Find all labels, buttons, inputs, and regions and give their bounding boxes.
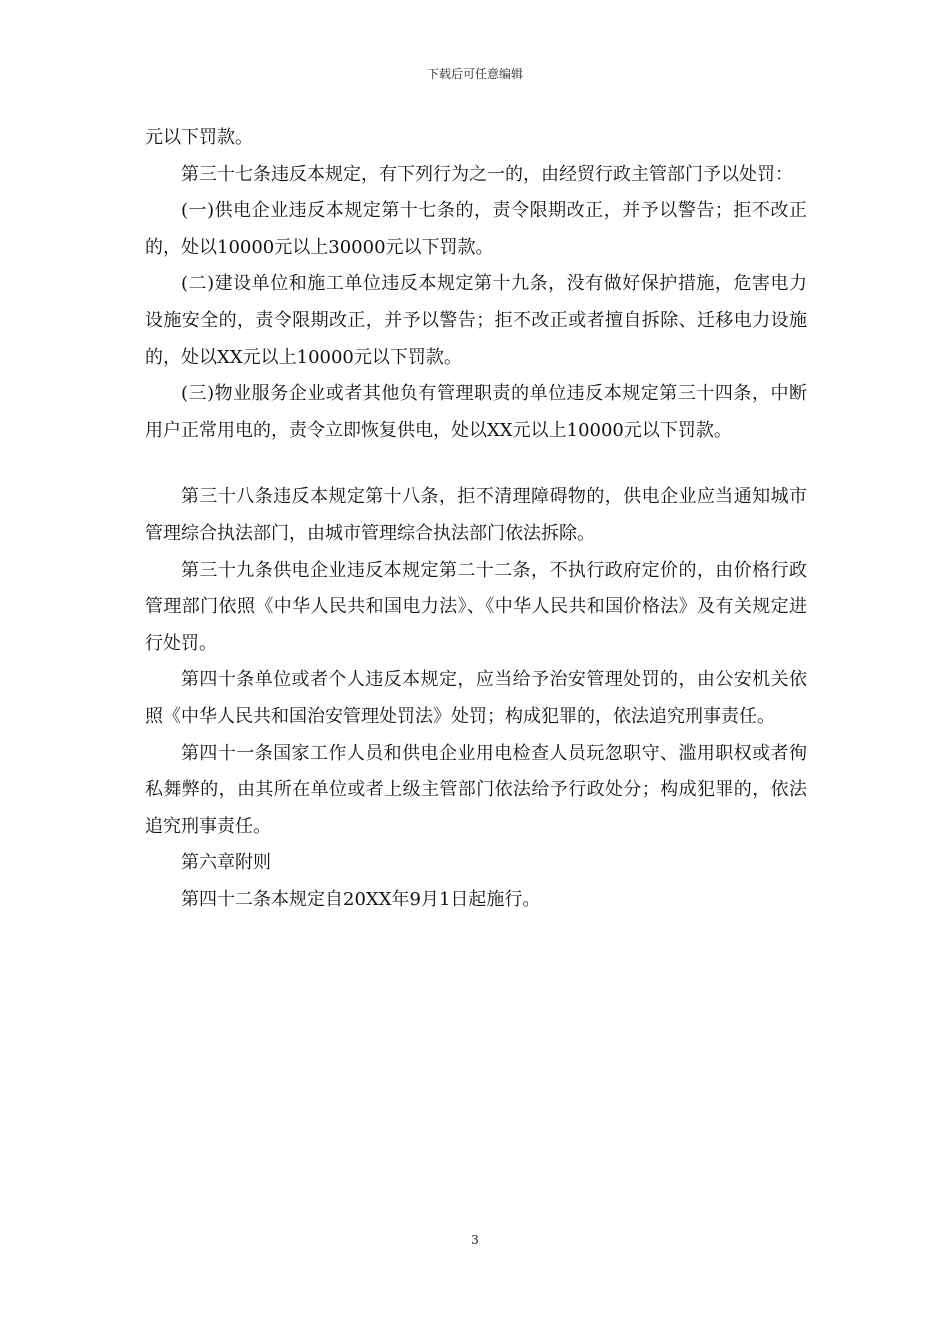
page-number: 3	[471, 1233, 479, 1247]
paragraph-article-37: 第三十七条违反本规定，有下列行为之一的，由经贸行政主管部门予以处罚：	[181, 163, 793, 185]
paragraph-item-2: (二)建设单位和施工单位违反本规定第十九条，没有做好保护措施，危害电力设施安全的，责令限期改正，并予以警告；拒不改正或者擅自拆除、迁移电力设施的，处以XX元以上10000元以下罚款。	[145, 273, 807, 368]
paragraph-continuation: 元以下罚款。	[145, 127, 253, 148]
paragraph-article-38: 第三十八条违反本规定第十八条，拒不清理障碍物的，供电企业应当通知城市管理综合执法部门，由城市管理综合执法部门依法拆除。	[145, 486, 807, 544]
paragraph-article-40: 第四十条单位或者个人违反本规定，应当给予治安管理处罚的，由公安机关依照《中华人民共和国治安管理处罚法》处罚；构成犯罪的，依法追究刑事责任。	[145, 669, 807, 727]
paragraph-article-39: 第三十九条供电企业违反本规定第二十二条，不执行政府定价的，由价格行政管理部门依照《中华人民共和国电力法》、《中华人民共和国价格法》及有关规定进行处罚。	[145, 559, 807, 654]
page-header: 下载后可任意编辑	[426, 67, 523, 81]
chapter-heading: 第六章附则	[181, 852, 271, 874]
paragraph-article-42: 第四十二条本规定自20XX年9月1日起施行。	[181, 888, 541, 910]
document-body	[145, 120, 807, 918]
paragraph-item-1: (一)供电企业违反本规定第十七条的，责令限期改正，并予以警告；拒不改正的，处以10000元以上30000元以下罚款。	[145, 200, 807, 258]
paragraph-item-3: (三)物业服务企业或者其他负有管理职责的单位违反本规定第三十四条，中断用户正常用电的，责令立即恢复供电，处以XX元以上10000元以下罚款。	[145, 383, 807, 441]
paragraph-article-41: 第四十一条国家工作人员和供电企业用电检查人员玩忽职守、滥用职权或者徇私舞弊的，由其所在单位或者上级主管部门依法给予行政处分；构成犯罪的，依法追究刑事责任。	[145, 742, 807, 837]
